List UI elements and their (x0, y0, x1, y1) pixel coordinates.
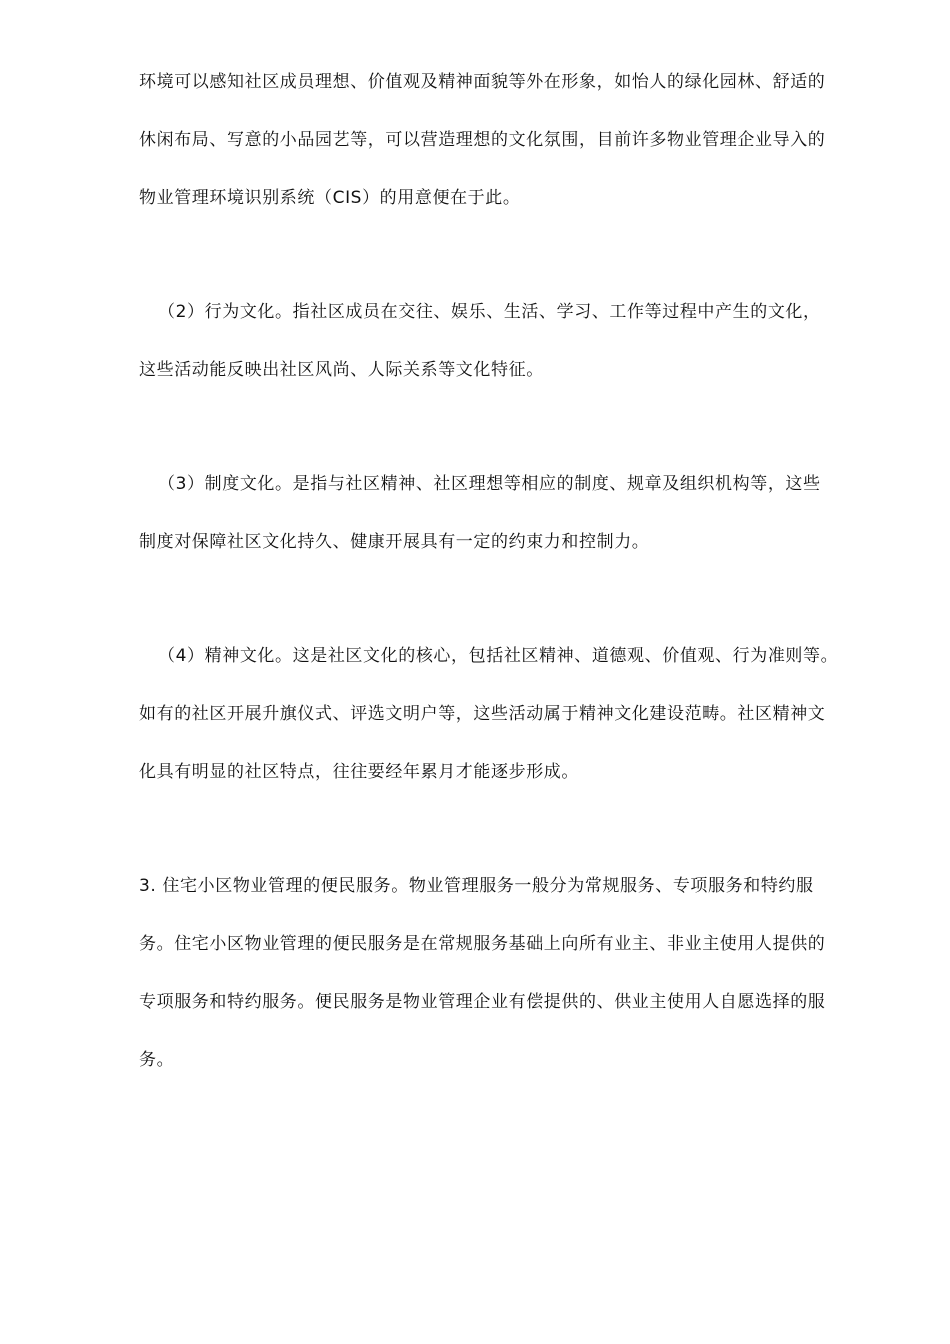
text-line: 3. 住宅小区物业管理的便民服务。物业管理服务一般分为常规服务、专项服务和特约服 (139, 876, 814, 896)
text-line: 务。住宅小区物业管理的便民服务是在常规服务基础上向所有业主、非业主使用人提供的 (139, 934, 826, 954)
text-line: 专项服务和特约服务。便民服务是物业管理企业有偿提供的、供业主使用人自愿选择的服 (139, 992, 826, 1012)
text-line: 这些活动能反映出社区风尚、人际关系等文化特征。 (139, 360, 544, 380)
text-line: 休闲布局、写意的小品园艺等，可以营造理想的文化氛围，目前许多物业管理企业导入的 (139, 130, 826, 150)
text-line: （3）制度文化。是指与社区精神、社区理想等相应的制度、规章及组织机构等，这些 (158, 474, 821, 494)
text-line: 环境可以感知社区成员理想、价值观及精神面貌等外在形象，如怡人的绿化园林、舒适的 (139, 72, 826, 92)
text-line: 制度对保障社区文化持久、健康开展具有一定的约束力和控制力。 (139, 532, 650, 552)
text-line: 如有的社区开展升旗仪式、评选文明户等，这些活动属于精神文化建设范畴。社区精神文 (139, 704, 826, 724)
text-line: 物业管理环境识别系统（CIS）的用意便在于此。 (139, 188, 521, 208)
text-line: 务。 (139, 1050, 175, 1070)
text-line: 化具有明显的社区特点，往往要经年累月才能逐步形成。 (139, 762, 579, 782)
text-line: （4）精神文化。这是社区文化的核心，包括社区精神、道德观、价值观、行为准则等。 (158, 646, 839, 666)
text-line: （2）行为文化。指社区成员在交往、娱乐、生活、学习、工作等过程中产生的文化， (158, 302, 821, 322)
